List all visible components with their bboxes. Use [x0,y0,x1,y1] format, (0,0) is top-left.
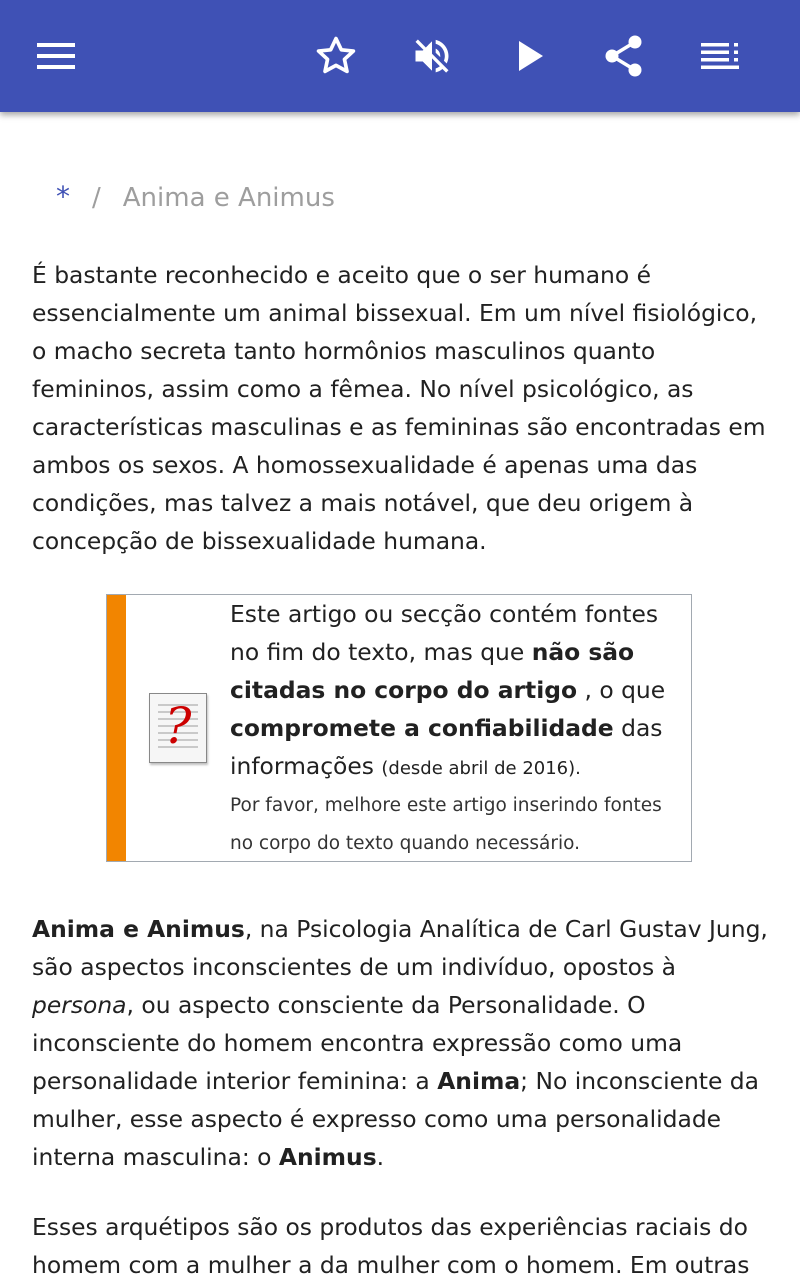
breadcrumb-current: Anima e Animus [122,183,335,213]
term-animus: Animus [278,1143,377,1171]
notice-subtext: Por favor, melhore este artigo inserindo fontes no corpo do texto quando necessário. [230,795,662,854]
share-icon [604,35,644,77]
list-icon [701,43,739,69]
menu-button[interactable] [28,28,84,84]
notice-text: Este artigo ou secção contém fontes no fim do texto, mas que não são citadas no corpo do artigo , o que compromete a confiabilidade das informações (desde abril de 2016). [230,600,666,780]
notice-bold-uncited: não são citadas no corpo do artigo [230,638,635,704]
star-icon [314,34,358,78]
app-bar [0,0,800,112]
menu-icon [37,41,75,71]
notice-date: (desde abril de 2016). [381,758,581,779]
term-anima: Anima [437,1067,521,1095]
volume-off-icon [410,34,454,78]
bookmark-button[interactable] [308,28,364,84]
archetypes-paragraph: Esses arquétipos são os produtos das experiências raciais do homem com a mulher a da mulher com o homem. Em outras [32,1213,750,1279]
question-document-icon: ? [149,693,207,763]
mute-button[interactable] [404,28,460,84]
intro-paragraph: É bastante reconhecido e aceito que o ser humano é essencialmente um animal bissexual. Em um nível fisiológico, o macho secreta tanto hormônios masculinos quanto femininos, assim como a fêmea. No nível psicológico, as características masculinas e as femininas são encontradas em ambos os sexos. A homossexualidade é apenas uma das condições, mas talvez a mais notável, que deu origem à concepção de bissexualidade humana. [32,261,766,555]
notice-bold-reliability: compromete a confiabilidade [230,714,614,742]
play-button[interactable] [502,28,558,84]
table-of-contents-button[interactable] [692,28,748,84]
breadcrumb [56,180,335,213]
notice-accent-bar [107,595,126,861]
play-icon [515,39,545,73]
citation-notice-box [106,594,692,862]
breadcrumb-home-link[interactable]: * [56,180,70,213]
breadcrumb-separator: / [92,183,101,213]
term-persona: persona [32,991,127,1019]
share-button[interactable] [596,28,652,84]
term-anima-animus: Anima e Animus [32,915,245,943]
definition-paragraph: Anima e Animus, na Psicologia Analítica de Carl Gustav Jung, são aspectos inconscientes de um indivíduo, opostos à persona, ou aspecto consciente da Personalidade. O inconsciente do homem encontra expressão como uma personalidade interior feminina: a Anima; No inconsciente da mulher, esse aspecto é expresso como uma personalidade interna masculina: o Animus. [32,915,768,1171]
